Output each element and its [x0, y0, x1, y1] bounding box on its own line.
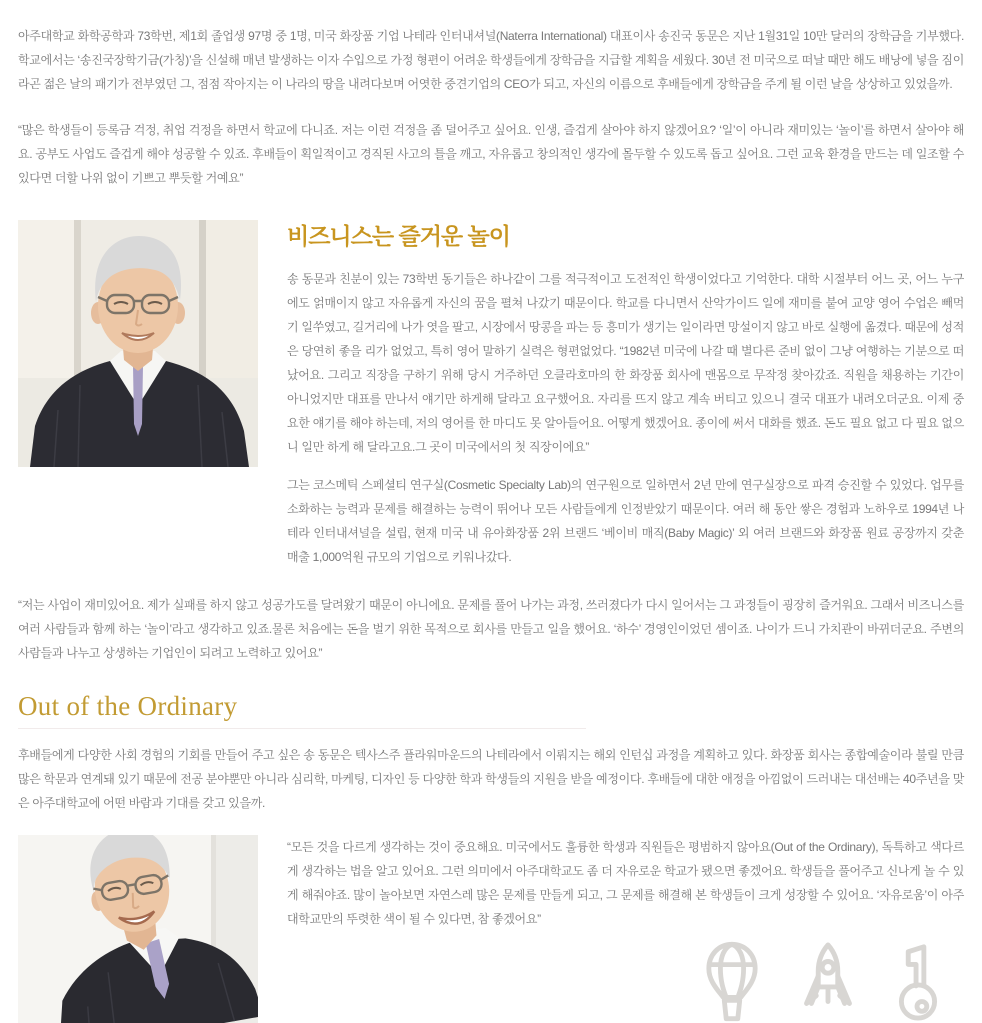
business-section-heading: 비즈니스는 즐거운 놀이	[287, 223, 510, 249]
rocket-icon	[799, 941, 857, 1023]
business-text-column	[287, 216, 964, 569]
business-paragraph-1: 송 동문과 친분이 있는 73학번 동기들은 하나같이 그를 적극적이고 도전적인 학생이었다고 기억한다. 대학 시절부터 어느 곳, 어느 누구에도 얽매이지 않고 자유롭게 자신의 꿈을 펼쳐 나갔기 때문이다. 학교를 다니면서 산악가이드 일에 재미를 붙여 교양 영어 수업은 빼먹기 일쑤였고, 길거리에 나가 엿을 팔고, 시장에서 땅콩을 파는 등 흥미가 생기는 일이라면 망설이지 않고 바로 실행에 옮겼다. 때문에 성적은 당연히 좋을 리가 없었고, 특히 영어 말하기 실력은 형편없었다. “1982년 미국에 나갈 때 별다른 준비 없이 그냥 여행하는 기분으로 떠났어요. 그리고 직장을 구하기 위해 당시 거주하던 오클라호마의 한 화장품 회사에 맨몸으로 무작정 찾아갔죠. 직원을 채용하는 기간이 아니었지만 대표를 만나서 얘기만 하게해 달라고 요구했어요. 자리를 뜨지 않고 계속 버티고 있으니 결국 대표가 내려오더군요. 이제 중요한 얘기를 해야 하는데, 저의 영어를 한 마디도 못 알아들어요. 어떻게 했겠어요. 종이에 써서 대화를 했죠. 돈도 필요 없고 다 필요 없으니 일만 하게 해 달라고요.그 곳이 미국에서의 첫 직장이에요”	[287, 272, 964, 454]
intro-paragraph: 아주대학교 화학공학과 73학번, 제1회 졸업생 97명 중 1명, 미국 화장품 기업 나테라 인터내셔널(Naterra International) 대표이사 송진국 동문은 지난 1월31일 10만 달러의 장학금을 기부했다. 학교에서는 ‘송진국장학기금(가칭)’을 신설해 매년 발생하는 이자 수입으로 가정 형편이 어려운 학생들에게 장학금을 지급할 계획을 세웠다. 30년 전 미국으로 떠날 때만 해도 배낭에 넣을 짐이라곤 젊은 날의 패기가 전부였던 그, 점점 작아지는 이 나라의 땅을 내려다보며 어엿한 중견기업의 CEO가 되고, 자신의 이름으로 후배들에게 장학금을 주게 될 이런 날을 상상하고 있었을까.	[18, 29, 964, 91]
ordinary-section-heading: Out of the Ordinary	[18, 691, 238, 721]
ordinary-paragraph: 후배들에게 다양한 사회 경험의 기회를 만들어 주고 싶은 송 동문은 텍사스주 플라워마운드의 나테라에서 이뤄지는 해외 인턴십 과정을 계획하고 있다. 화장품 회사는 종합예술이라 불릴 만큼 많은 학문과 연계돼 있기 때문에 전공 분야뿐만 아니라 심리학, 마케팅, 디자인 등 다양한 학과 학생들의 지원을 받을 예정이다. 후배들에 대한 애정을 아낌없이 드러내는 대선배는 40주년을 맞은 아주대학교에 어떤 바람과 기대를 갖고 있을까.	[18, 748, 964, 810]
intro-quote: “많은 학생들이 등록금 걱정, 취업 걱정을 하면서 학교에 다니죠. 저는 이런 걱정을 좀 덜어주고 싶어요. 인생, 즐겁게 살아야 하지 않겠어요? ‘일’이 아니라 재미있는 ‘놀이’를 하면서 살아야 해요. 공부도 사업도 즐겁게 해야 성공할 수 있죠. 후배들이 획일적이고 경직된 사고의 틀을 깨고, 자유롭고 창의적인 생각에 몰두할 수 있도록 돕고 싶어요. 그런 교육 환경을 만드는 데 일조할 수 있다면 더할 나위 없이 기쁘고 뿌듯할 거예요”	[18, 123, 964, 185]
key-icon	[896, 941, 940, 1023]
ordinary-quote: “모든 것을 다르게 생각하는 것이 중요해요. 미국에서도 훌륭한 학생과 직원들은 평범하지 않아요(Out of the Ordinary), 독특하고 색다르게 생각하는 법을 알고 있어요. 그런 의미에서 아주대학교도 좀 더 자유로운 학교가 됐으면 좋겠어요. 학생들을 풀어주고 신나게 놀 수 있게 해줘야죠. 많이 놀아보면 자연스레 많은 문제를 만들게 되고, 그 문제를 해결해 본 학생들이 크게 성장할 수 있어요. ‘자유로움’이 아주대학교만의 뚜렷한 색이 될 수 있다면, 참 좋겠어요”	[287, 840, 964, 926]
portrait-front-illustration	[18, 220, 258, 467]
portrait-side-illustration	[18, 835, 258, 1023]
decorative-icon-row	[704, 941, 940, 1023]
business-section	[18, 216, 964, 569]
business-quote: “저는 사업이 재미있어요. 제가 실패를 하지 않고 성공가도를 달려왔기 때문이 아니에요. 문제를 풀어 나가는 과정, 쓰러졌다가 다시 일어서는 그 과정들이 굉장히 즐거워요. 그래서 비즈니스를 여러 사람들과 함께 하는 ‘놀이’라고 생각하고 있죠.물론 처음에는 돈을 벌기 위한 목적으로 회사를 만들고 일을 했어요. ‘하수’ 경영인이었던 셈이죠. 나이가 드니 가치관이 바뀌더군요. 주변의 사람들과 나누고 상생하는 기업인이 되려고 노력하고 있어요”	[18, 598, 964, 660]
ordinary-section	[18, 835, 964, 1023]
portrait-front-photo	[18, 220, 258, 467]
ordinary-text-column	[287, 835, 964, 1023]
heading-divider	[18, 728, 586, 729]
portrait-side-photo	[18, 835, 258, 1023]
hot-air-balloon-icon	[704, 941, 760, 1023]
business-paragraph-2: 그는 코스메틱 스페셜티 연구실(Cosmetic Specialty Lab)의 연구원으로 일하면서 2년 만에 연구실장으로 파격 승진할 수 있었다. 업무를 소화하는 능력과 문제를 해결하는 능력이 뛰어나 모든 사람들에게 인정받았기 때문이다. 여러 해 동안 쌓은 경험과 노하우로 1994년 나테라 인터내셔널을 설립, 현재 미국 내 유아화장품 2위 브랜드 ‘베이비 매직(Baby Magic)’ 외 여러 브랜드와 화장품 원료 공장까지 갖춘 매출 1,000억원 규모의 기업으로 키워나갔다.	[287, 478, 964, 564]
